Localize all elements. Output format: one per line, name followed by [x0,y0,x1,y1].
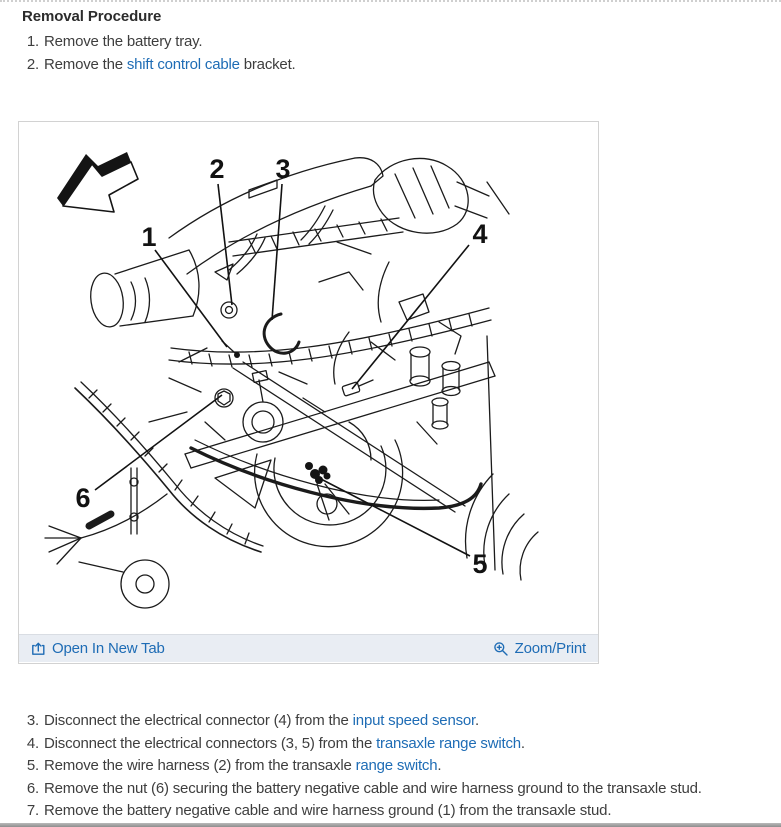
step-text-run: bracket. [239,55,296,73]
top-divider [0,0,781,2]
callout-number: 2 [209,154,225,184]
inline-link[interactable]: input speed sensor [352,712,475,729]
step-text-run: . [475,712,479,729]
step-number: 5. [26,757,39,774]
step-item [22,778,702,801]
step-text-run: Remove the wire harness (2) from the transaxle [44,757,356,774]
open-in-new-tab-icon [31,641,46,656]
step-item [22,733,702,756]
callout-number: 5 [472,549,488,579]
step-text [44,710,479,733]
callout-leader-line [319,478,470,556]
step-number: 4. [26,734,39,752]
inline-link[interactable]: transaxle range switch [376,734,521,752]
engine-diagram [19,122,598,634]
removal-steps-bottom [22,710,702,823]
callout-leader-line [218,184,232,305]
open-in-new-tab-link[interactable] [31,640,165,657]
direction-arrow-icon [57,152,138,212]
figure-panel [18,121,599,664]
step-text [44,54,296,77]
zoom-plus-icon [493,641,509,657]
step-item [22,800,702,823]
step-text [44,733,525,756]
step-item [22,710,702,733]
step-text-run: Remove the nut (6) securing the battery negative cable and wire harness ground to the transaxle stud. [44,779,702,797]
step-text [44,755,441,778]
step-text [44,800,611,823]
callout-leader-line [155,250,227,347]
figure-toolbar [19,634,598,662]
step-item [22,755,702,778]
callout-leader-line [95,395,222,490]
step-number: 3. [26,712,39,729]
step-text-run: Disconnect the electrical connector (4) from the [44,712,353,729]
callout-number: 6 [75,483,91,513]
step-text [44,778,702,801]
step-item [22,31,296,54]
step-text-run: . [437,757,442,774]
page-title: Removal Procedure [22,8,162,25]
bottom-divider [0,823,781,827]
callout-number: 1 [141,222,157,252]
step-text-run: Remove the battery negative cable and wire harness ground (1) from the transaxle stud. [44,802,612,819]
step-item [22,54,296,77]
inline-link[interactable]: range switch [355,757,438,774]
engine-line-art [45,152,538,608]
step-text-run: Disconnect the electrical connectors (3, 5) from the [44,734,377,752]
step-text-run: Remove the battery tray. [44,33,203,50]
step-number: 2. [26,55,39,73]
step-number: 6. [26,779,39,797]
step-text-run: . [520,734,525,752]
zoom-print-link[interactable] [493,640,586,657]
callout-number: 3 [275,154,291,184]
step-text-run: Remove the [44,55,127,73]
zoom-print-label: Zoom/Print [514,640,586,657]
open-in-new-tab-label: Open In New Tab [52,640,165,657]
step-number: 7. [26,802,39,819]
removal-steps-top [22,31,296,76]
inline-link[interactable]: shift control cable [126,55,240,73]
callout-leader-line [272,184,282,320]
callout-number: 4 [472,219,488,249]
step-number: 1. [26,33,39,50]
step-text [44,31,202,54]
